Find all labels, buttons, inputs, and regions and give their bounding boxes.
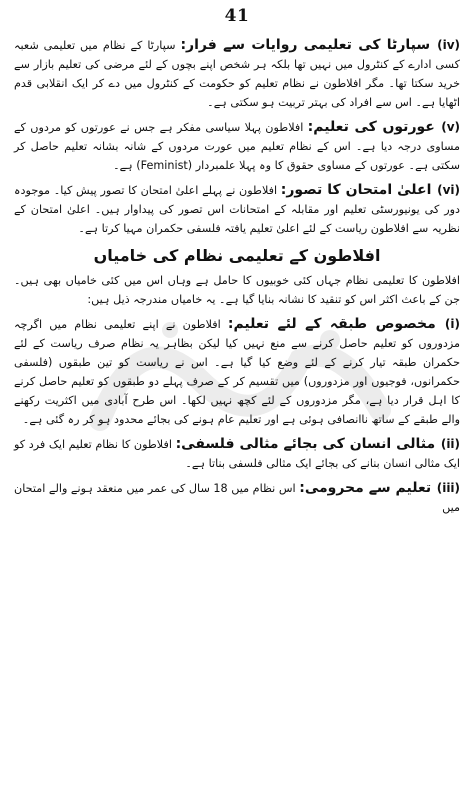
- flaw-paragraph: [14, 435, 460, 473]
- section-heading: اعلیٰ امتحان کا تصور:: [280, 182, 432, 198]
- flaw-paragraph: [14, 479, 460, 517]
- flaw-text: افلاطون نے اپنے تعلیمی نظام میں اگرچہ مزدوروں کو تعلیم حاصل کرنے سے منع نہیں کیا لیکن بظاہر یہ نظام صرف ریاست کے لئے حکمران طبقہ تیار کرنے کے لئے وضع کیا گیا ہے۔ اس نے ریاست کو تین طبقوں (فلسفی حکمرانوں، فوجیوں اور مزدوروں) میں تقسیم کر کے صرف پہلے دو طبقوں کو تعلیم حاصل کرنے کا اہل قرار دیا ہے، مگر مزدوروں کے لئے کچھ نہیں لکھا۔ اس طرح آبادی میں اکثریت رکھنے والے طبقے کے ساتھ ناانصافی ہوئی ہے اور تعلیم عام ہونے کی بجائے محدود ہو کر رہ گئی ہے۔: [14, 318, 460, 426]
- section-number: (iv): [437, 38, 461, 52]
- section-v: [14, 118, 460, 175]
- page-number: 41: [224, 6, 250, 26]
- flaw-heading: تعلیم سے محرومی:: [299, 480, 432, 496]
- section-iv: [14, 36, 460, 112]
- intro-text: افلاطون کا تعلیمی نظام جہاں کئی خوبیوں کا حامل ہے وہاں اس میں کئی خامیاں بھی ہیں۔ جن کے باعث اکثر اس کو تنقید کا نشانہ بنایا گیا ہے۔ یہ خامیاں مندرجہ ذیل ہیں:: [14, 274, 460, 306]
- section-heading: سپارٹا کی تعلیمی روایات سے فرار:: [180, 37, 431, 53]
- flaw-number: (iii): [436, 481, 461, 495]
- section-paragraph: [14, 118, 460, 175]
- section-number: (vi): [437, 183, 460, 197]
- section-heading: عورتوں کی تعلیم:: [307, 119, 435, 135]
- intro-paragraph: [14, 271, 460, 309]
- flaw-iii: [14, 479, 460, 517]
- main-heading: افلاطون کے تعلیمی نظام کی خامیاں: [93, 246, 381, 265]
- flaw-text: اس نظام میں 18 سال کی عمر میں منعقد ہونے والے امتحان میں: [14, 482, 460, 514]
- section-text: افلاطون نے پہلے اعلیٰ امتحان کا تصور پیش کیا۔ موجودہ دور کی یونیورسٹی تعلیم اور مقابلہ کے امتحانات اس تصور کی پیداوار ہیں۔ اعلیٰ امتحان کے نظریہ سے افلاطون ریاست کے لئے اعلیٰ تعلیم یافتہ فلسفی حکمران مہیا کرتا ہے۔: [14, 184, 460, 235]
- section-text: افلاطون پہلا سیاسی مفکر ہے جس نے عورتوں کو مردوں کے مساوی درجہ دیا ہے۔ اس کے نظام تعلیم میں عورت مردوں کے شانہ بشانہ تعلیم حاصل کر سکتی ہے۔ عورتوں کے مساوی حقوق کا وہ پہلا علمبردار (Feminist) ہے۔: [14, 121, 460, 172]
- section-vi: [14, 181, 460, 238]
- flaw-i: [14, 315, 460, 429]
- flaw-heading: مخصوص طبقہ کے لئے تعلیم:: [227, 316, 436, 332]
- section-text: سپارٹا کے نظام میں تعلیمی شعبہ کسی ادارے کے کنٹرول میں نہیں تھا بلکہ ہر شخص اپنے بچوں کے لئے مرضی کی تعلیم بازار سے خرید سکتا تھا۔ مگر افلاطون نے نظام تعلیم کو حکومت کے کنٹرول میں دے کر ایک انقلابی قدم اٹھایا ہے۔ اس سے افراد کی بہتر تربیت ہو سکتی ہے۔: [14, 39, 460, 109]
- section-paragraph: [14, 36, 460, 112]
- section-number: (v): [441, 120, 460, 134]
- flaw-text: افلاطون کا نظام تعلیم ایک فرد کو ایک مثالی انسان بنانے کی بجائے ایک مثالی فلسفی بناتا ہے۔: [14, 438, 460, 470]
- flaw-number: (ii): [440, 437, 461, 451]
- document-body: [14, 36, 460, 523]
- section-paragraph: [14, 181, 460, 238]
- flaw-heading: مثالی انسان کی بجائے مثالی فلسفی:: [175, 436, 436, 452]
- flaw-paragraph: [14, 315, 460, 429]
- flaw-number: (i): [444, 317, 460, 331]
- flaw-ii: [14, 435, 460, 473]
